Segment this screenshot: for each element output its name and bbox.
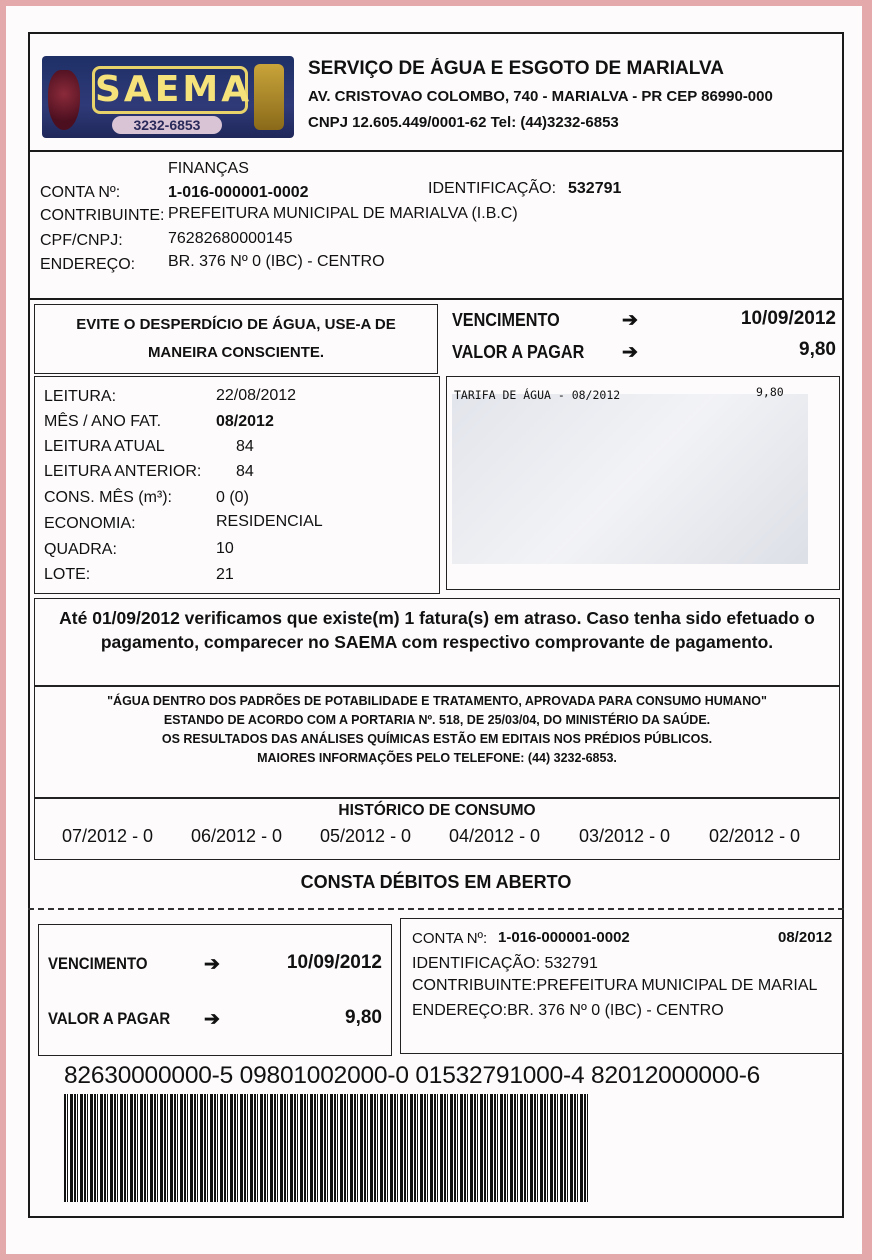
water-tap-icon [254,64,284,130]
saema-logo [42,56,294,138]
lote-value: 21 [216,566,234,583]
conta-value: 1-016-000001-0002 [168,184,309,201]
economia-label: ECONOMIA: [44,515,136,532]
quality-line1: "ÁGUA DENTRO DOS PADRÕES DE POTABILIDADE E TRATAMENTO, APROVADA PARA CONSUMO HUMANO" [107,694,767,708]
stub-identification: IDENTIFICAÇÃO: 532791 [412,955,598,972]
history-item: 03/2012 - 0 [579,826,671,846]
stub-conta-label: CONTA Nº: [412,930,488,947]
stub-amount-box [38,924,392,1056]
company-name: SERVIÇO DE ÁGUA E ESGOTO DE MARIALVA [308,58,724,79]
company-address: AV. CRISTOVAO COLOMBO, 740 - MARIALVA - PR CEP 86990-000 [308,88,773,105]
due-date-value: 10/09/2012 [740,308,836,329]
stub-amount-label: VALOR A PAGAR [48,1009,171,1028]
stub-due-value: 10/09/2012 [286,952,382,973]
economia-value: RESIDENCIAL [216,513,323,530]
due-date-label: VENCIMENTO [452,310,560,330]
contrib-value: PREFEITURA MUNICIPAL DE MARIALVA (I.B.C) [168,205,518,222]
arrow-right-icon: ➔ [622,310,638,331]
grapes-icon [48,70,80,130]
stub-contributor: CONTRIBUINTE:PREFEITURA MUNICIPAL DE MARIAL [412,977,818,994]
amount-label: VALOR A PAGAR [452,342,585,362]
barcode-digits: 82630000000-5 09801002000-0 01532791000-4 82012000000-6 [64,1062,761,1089]
leitura-value: 22/08/2012 [216,387,297,404]
stub-due-label: VENCIMENTO [48,954,148,973]
quality-line2: ESTANDO DE ACORDO COM A PORTARIA Nº. 518, DE 25/03/04, DO MINISTÉRIO DA SAÚDE. [163,713,711,727]
section-label: FINANÇAS [168,160,249,177]
history-item: 07/2012 - 0 [62,826,154,846]
quadra-value: 10 [216,540,234,557]
quality-line4: MAIORES INFORMAÇÕES PELO TELEFONE: (44) 3232-6853. [257,751,617,765]
stub-amount-value: 9,80 [345,1007,382,1028]
contrib-label: CONTRIBUINTE: [40,207,165,224]
logo-phone: 3232-6853 [112,116,222,134]
header-divider [28,150,844,152]
atual-label: LEITURA ATUAL [44,438,165,455]
arrow-right-icon: ➔ [622,342,638,363]
reading-box [34,376,440,594]
cpf-value: 76282680000145 [168,230,293,247]
atual-value: 84 [236,438,254,455]
quadra-label: QUADRA: [44,541,117,558]
tariff-value: 9,80 [756,385,784,399]
cpf-label: CPF/CNPJ: [40,232,123,249]
mes-value: 08/2012 [216,413,274,430]
stub-reference: 08/2012 [778,929,833,946]
open-debits-notice: CONSTA DÉBITOS EM ABERTO [300,872,572,892]
valve-watermark-image [452,394,808,564]
payment-barcode [64,1094,590,1202]
history-title: HISTÓRICO DE CONSUMO [338,802,536,819]
ident-value: 532791 [568,180,622,197]
account-divider [28,298,844,300]
water-notice-line1: EVITE O DESPERDÍCIO DE ÁGUA, USE-A DE [76,316,396,333]
cons-label: CONS. MÊS (m³): [44,489,172,506]
endereco-value: BR. 376 Nº 0 (IBC) - CENTRO [168,253,385,270]
history-item: 04/2012 - 0 [449,826,541,846]
lote-label: LOTE: [44,566,91,583]
water-notice-box [34,304,438,374]
leitura-label: LEITURA: [44,388,117,405]
company-cnpj: CNPJ 12.605.449/0001-62 Tel: (44)3232-6853 [308,114,619,131]
ident-label: IDENTIFICAÇÃO: [428,180,557,197]
endereco-label: ENDEREÇO: [40,256,136,273]
tariff-description: TARIFA DE ÁGUA - 08/2012 [454,388,621,402]
conta-label: CONTA Nº: [40,184,121,201]
water-notice-line2: MANEIRA CONSCIENTE. [147,344,325,361]
arrears-text: Até 01/09/2012 verificamos que existe(m) 1 fatura(s) em atraso. Caso tenha sido efetuado o pagamento, comparecer no SAEMA com respectivo comprovante de pagamento. [59,608,815,652]
stub-address: ENDEREÇO:BR. 376 Nº 0 (IBC) - CENTRO [412,1002,724,1019]
logo-wordmark: SAEMA [92,66,248,114]
stub-conta-value: 1-016-000001-0002 [498,929,630,946]
history-item: 05/2012 - 0 [320,826,412,846]
amount-value: 9,80 [799,339,836,360]
arrow-right-icon: ➔ [204,954,220,975]
anterior-value: 84 [236,463,254,480]
history-item: 02/2012 - 0 [709,826,801,846]
cons-value: 0 (0) [216,489,249,506]
history-item: 06/2012 - 0 [191,826,283,846]
quality-line3: OS RESULTADOS DAS ANÁLISES QUÍMICAS ESTÃO EM EDITAIS NOS PRÉDIOS PÚBLICOS. [161,732,713,746]
arrow-right-icon: ➔ [204,1009,220,1030]
mes-label: MÊS / ANO FAT. [44,413,162,430]
cut-line [28,908,844,910]
anterior-label: LEITURA ANTERIOR: [44,463,202,480]
